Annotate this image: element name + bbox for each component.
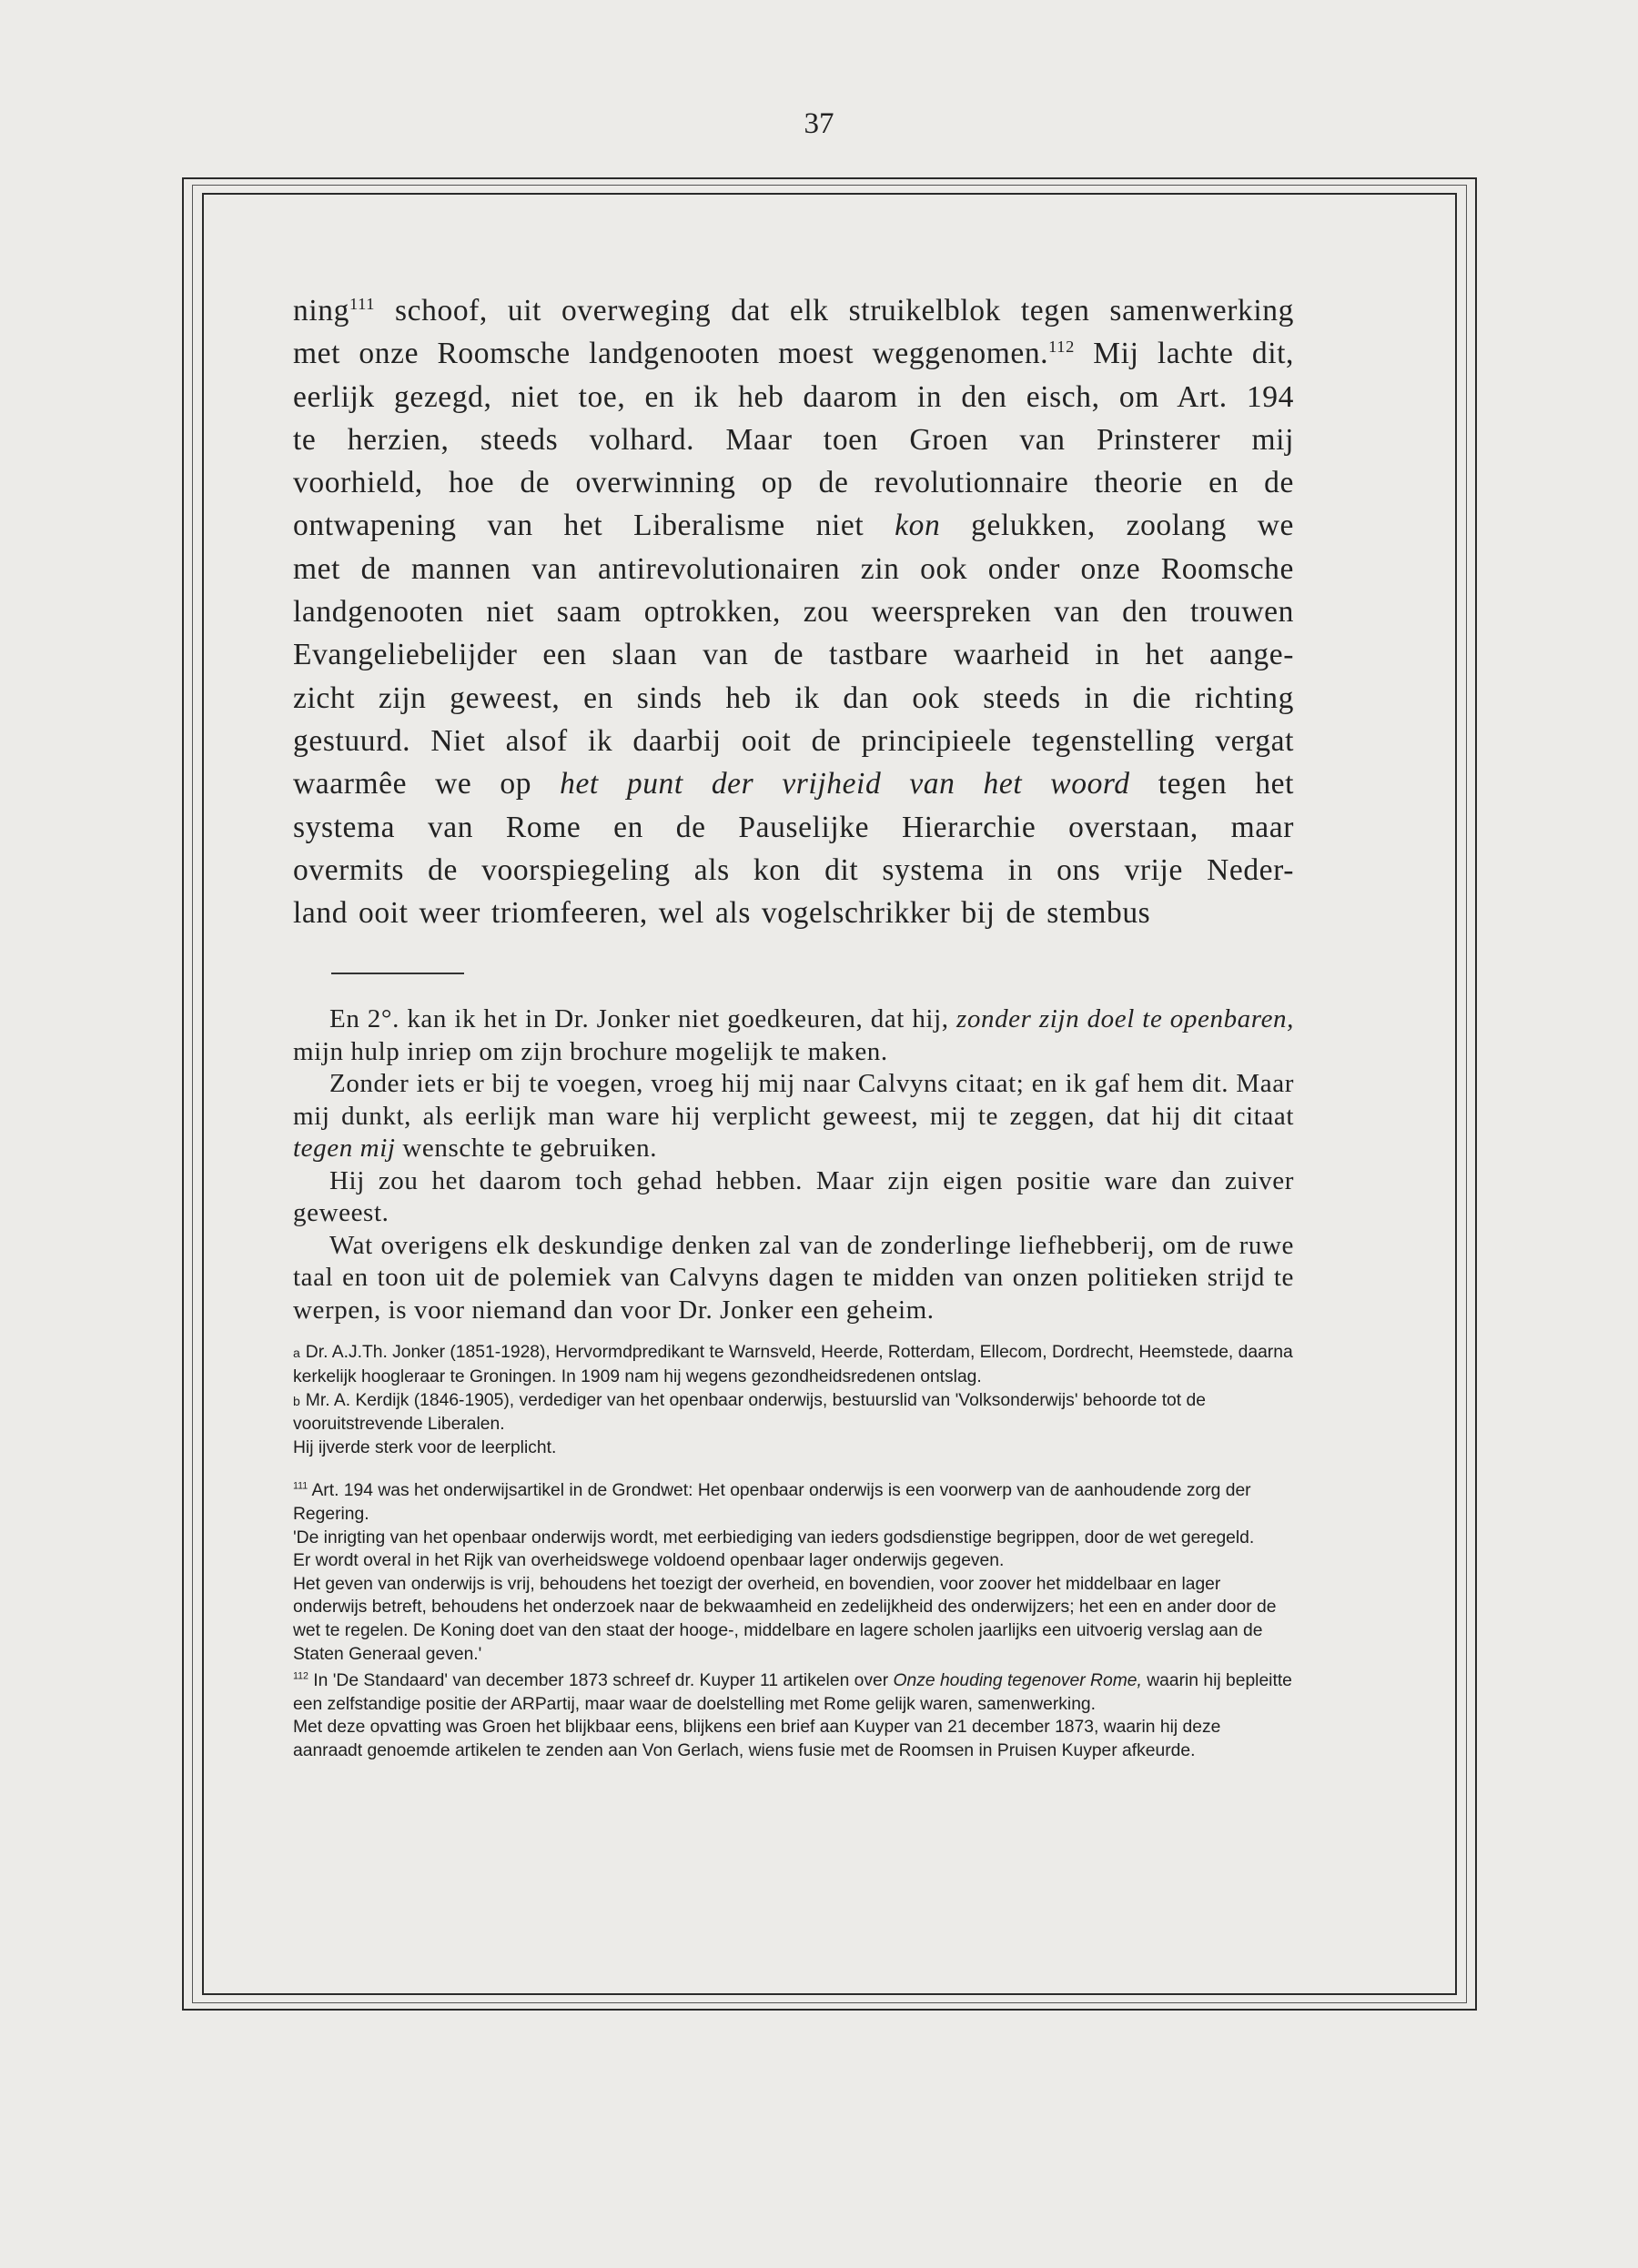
footnote [293, 1436, 1294, 1460]
main-line-text: gelukken, zoolang we [940, 509, 1294, 543]
main-line-italic: kon [895, 509, 941, 543]
endnote-number: 112 [293, 1670, 308, 1682]
main-line-text: overmits de voorspiegeling als kon dit systema in ons vrije Neder- [293, 852, 1294, 887]
note-paragraph [293, 1068, 1294, 1165]
main-line-text: ontwapening van het Liberalisme niet [293, 509, 895, 543]
main-text-line [293, 504, 1294, 547]
main-line-text: systema van Rome en de Pauselijke Hierarchie overstaan, maar [293, 810, 1294, 844]
main-text-line [293, 892, 1294, 934]
endnote-text: In 'De Standaard' van december 1873 schreef dr. Kuyper 11 artikelen over [313, 1671, 894, 1691]
main-line-text: met onze Roomsche landgenooten moest weggenomen. [293, 337, 1049, 371]
main-line-text: tegen het [1129, 767, 1294, 801]
endnote-text: Er wordt overal in het Rijk van overheidswege voldoend openbaar lager onderwijs gegeven. [293, 1551, 1005, 1571]
main-text-line [293, 849, 1294, 892]
note-text: En 2°. kan ik het in Dr. Jonker niet goedkeuren, dat hij, [329, 1004, 956, 1034]
main-line-reference: 112 [1048, 338, 1075, 357]
endnote-text: Het geven van onderwijs is vrij, behoudens het toezigt der overheid, en bovendien, voor zoover het middelbaar en lager onderwijs betreft, behoudens het onderzoek naar de bekwaamheid en zedelijkheid des onderwijzers; het een en ander door de wet te regelen. De Koning doet van den staat der hooge-, middelbare en lagere scholen jaarlijks een uitvoerig verslag aan de Staten Generaal geven.' [293, 1574, 1277, 1664]
footnotes-block [293, 1341, 1294, 1459]
endnote-text: Art. 194 was het onderwijsartikel in de Grondwet: Het openbaar onderwijs is een voorwerp van de aanhoudende zorg der Regering. [293, 1481, 1251, 1525]
main-line-reference: 111 [349, 294, 376, 313]
main-text-line [293, 677, 1294, 720]
note-italic: tegen mij [293, 1134, 396, 1164]
note-paragraph [293, 1230, 1294, 1327]
main-text-line [293, 548, 1294, 590]
main-text-line [293, 418, 1294, 461]
footnote-marker: b [293, 1393, 300, 1408]
main-text-line [293, 633, 1294, 676]
endnote [293, 1549, 1294, 1573]
note-paragraph [293, 1003, 1294, 1068]
note-text: Zonder iets er bij te voegen, vroeg hij mij naar Calvyns citaat; en ik gaf hem dit. Maar mij dunkt, als eerlijk man ware hij verplicht geweest, mij te zeggen, dat hij dit citaat [293, 1069, 1294, 1131]
main-line-text: zicht zijn geweest, en sinds heb ik dan ook steeds in die richting [293, 680, 1294, 715]
endnotes-block [293, 1479, 1294, 1762]
endnote-italic: Onze houding tegenover Rome, [893, 1671, 1142, 1691]
endnote [293, 1573, 1294, 1666]
main-line-text: met de mannen van antirevolutionairen zin ook onder onze Roomsche [293, 551, 1294, 586]
endnote [293, 1669, 1294, 1716]
page-content [293, 289, 1294, 1763]
main-line-text: eerlijk gezegd, niet toe, en ik heb daarom in den eisch, om Art. 194 [293, 379, 1294, 414]
endnote [293, 1479, 1294, 1526]
main-text-line [293, 590, 1294, 633]
main-line-text: ning [293, 294, 349, 328]
note-paragraph [293, 1165, 1294, 1230]
note-italic: zonder zijn doel te openbaren, [956, 1004, 1294, 1034]
page-number: 37 [804, 107, 834, 140]
main-line-text: te herzien, steeds volhard. Maar toen Groen van Prinsterer mij [293, 422, 1294, 457]
footnote-separator [331, 973, 464, 974]
footnote-marker: a [293, 1346, 300, 1361]
endnote-text: 'De inrigting van het openbaar onderwijs wordt, met eerbiediging van ieders godsdienstige begrippen, door de wet geregeld. [293, 1527, 1255, 1547]
endnote-number: 111 [293, 1481, 308, 1492]
note-text: mijn hulp inriep om zijn brochure mogelijk te maken. [293, 1036, 888, 1066]
note-text: Wat overigens elk deskundige denken zal van de zonderlinge liefhebberij, om de ruwe taal en toon uit de polemiek van Calvyns dagen te midden van onzen politieken strijd te werpen, is voor niemand dan voor Dr. Jonker een geheim. [293, 1230, 1294, 1325]
note-text: Hij zou het daarom toch gehad hebben. Maar zijn eigen positie ware dan zuiver geweest. [293, 1165, 1294, 1228]
footnote-text: Dr. A.J.Th. Jonker (1851-1928), Hervormdpredikant te Warnsveld, Heerde, Rotterdam, Ellecom, Dordrecht, Heemstede, daarna kerkelijk hoogleraar te Groningen. In 1909 nam hij wegens gezondheidsredenen ontslag. [293, 1343, 1293, 1387]
footnote-text: Hij ijverde sterk voor de leerplicht. [293, 1437, 557, 1457]
main-text-line [293, 806, 1294, 849]
endnote-text: waarin hij bepleitte een zelfstandige positie der ARPartij, maar waar de doelstelling met Rome gelijk waren, samenwerking. [293, 1671, 1292, 1714]
main-line-text: landgenooten niet saam optrokken, zou weerspreken van den trouwen [293, 595, 1294, 630]
main-text-line [293, 762, 1294, 805]
footnote [293, 1389, 1294, 1436]
main-line-text: voorhield, hoe de overwinning op de revolutionnaire theorie en de [293, 466, 1294, 500]
main-text-line [293, 720, 1294, 762]
main-line-text: schoof, uit overweging dat elk struikelblok tegen samenwerking [375, 294, 1294, 328]
main-line-text: land ooit weer triomfeeren, wel als vogelschrikker bij de stembus [293, 896, 1151, 931]
note-text-block [293, 1003, 1294, 1326]
main-text-line [293, 332, 1294, 375]
endnote [293, 1716, 1294, 1762]
main-text-line [293, 376, 1294, 418]
footnote-text: Mr. A. Kerdijk (1846-1905), verdediger van het openbaar onderwijs, bestuurslid van 'Volksonderwijs' behoorde tot de vooruitstrevende Liberalen. [293, 1390, 1206, 1435]
endnote-text: Met deze opvatting was Groen het blijkbaar eens, blijkens een brief aan Kuyper van 21 december 1873, waarin hij deze aanraadt genoemde artikelen te zenden aan Von Gerlach, wiens fusie met de Roomsen in Pruisen Kuyper afkeurde. [293, 1718, 1221, 1760]
main-text-line [293, 461, 1294, 504]
main-line-text: waarmêe we op [293, 767, 561, 801]
main-line-italic: het punt der vrijheid van het woord [560, 767, 1130, 801]
note-text: wenschte te gebruiken. [395, 1134, 658, 1164]
main-text-line [293, 289, 1294, 332]
main-text-block [293, 289, 1294, 934]
footnote [293, 1341, 1294, 1388]
main-line-text: gestuurd. Niet alsof ik daarbij ooit de principieele tegenstelling vergat [293, 723, 1294, 758]
main-line-text: Mij lachte dit, [1074, 337, 1294, 371]
endnote [293, 1527, 1294, 1550]
main-line-text: Evangeliebelijder een slaan van de tastbare waarheid in het aange- [293, 638, 1294, 672]
